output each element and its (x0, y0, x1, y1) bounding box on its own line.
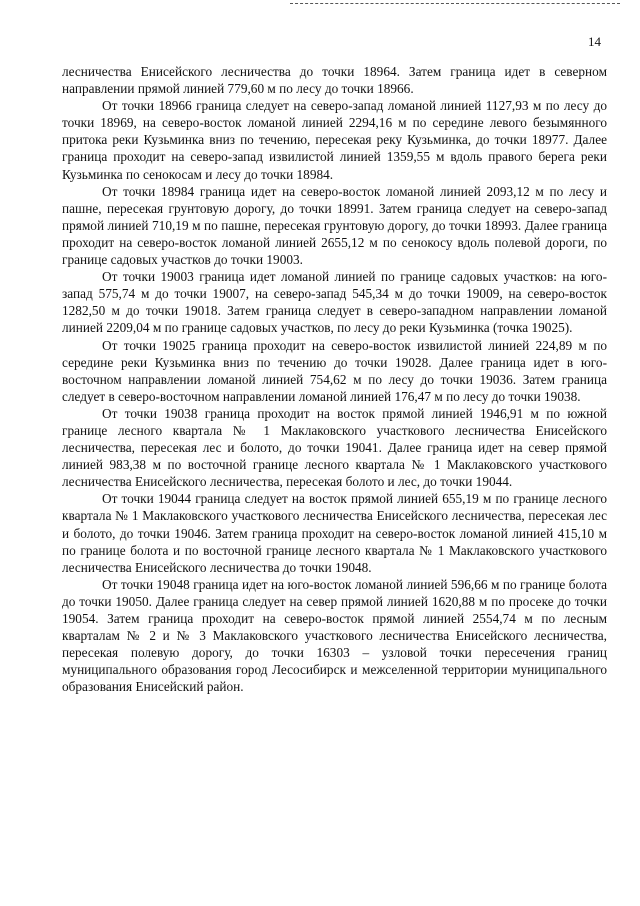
document-body (62, 63, 607, 695)
paragraph-point-19003: От точки 19003 граница идет ломаной линией по границе садовых участков: на юго-запад 575,74 м до точки 19007, на северо-запад 545,34 м до точки 19009, на северо-восток 1282,50 м до точки 19018. Затем граница следует в северо-западном направлении ломаной линией 2209,04 м по границе садовых участков, по лесу до реки Кузьминка (точка 19025). (62, 269, 607, 336)
paragraph-point-18966: От точки 18966 граница следует на северо-запад ломаной линией 1127,93 м по лесу до точки 18969, на северо-восток ломаной линией 2294,16 м по середине левого безымянного притока реки Кузьминка вниз по течению, пересекая реку Кузьминка, до точки 18977. Далее граница проходит на северо-запад извилистой линией 1359,55 м вдоль правого берега реки Кузьминка по сенокосам и лесу до точки 18984. (62, 98, 607, 182)
paragraph-point-19025: От точки 19025 граница проходит на северо-восток извилистой линией 224,89 м по середине реки Кузьминка вниз по течению до точки 19028. Далее граница идет в юго-восточном направлении ломаной линией 754,62 м по лесу до точки 19036. Затем граница следует в северо-восточном направлении ломаной линией 176,47 м по лесу до точки 19038. (62, 337, 607, 404)
paragraph-continuation: лесничества Енисейского лесничества до точки 18964. Затем граница идет в северном направлении прямой линией 779,60 м по лесу до точки 18966. (62, 64, 607, 97)
paragraph-point-19038: От точки 19038 граница проходит на восток прямой линией 1946,91 м по южной границе лесного квартала № 1 Маклаковского участкового лесничества Енисейского лесничества, пересекая лес и болото, до точки 19041. Далее граница идет на север прямой линией 983,38 м по восточной границе лесного квартала № 1 Маклаковского участкового лесничества Енисейского лесничества, пересекая болото и лес, до точки 19044. (62, 405, 607, 490)
header-rule (290, 3, 620, 4)
paragraph-point-19044: От точки 19044 граница следует на восток прямой линией 655,19 м по границе лесного квартала № 1 Маклаковского участкового лесничества Енисейского лесничества, пересекая лес и болото, до точки 19046. Затем граница проходит на северо-восток ломаной линией 415,10 м по границе болота и по восточной границе лесного квартала № 1 Маклаковского участкового лесничества Енисейского лесничества до точки 19048. (62, 491, 607, 575)
page-number: 14 (588, 34, 601, 49)
paragraph-point-18984: От точки 18984 граница идет на северо-восток ломаной линией 2093,12 м по лесу и пашне, пересекая грунтовую дорогу, до точки 18991. Затем граница следует на северо-запад прямой линией 710,19 м по пашне, пересекая грунтовую дорогу, до точки 18993. Далее граница проходит на северо-восток ломаной линией 2655,12 м по сенокосу вдоль полевой дороги, по границе садовых участков до точки 19003. (62, 183, 607, 268)
paragraph-point-19048: От точки 19048 граница идет на юго-восток ломаной линией 596,66 м по границе болота до точки 19050. Далее граница следует на север прямой линией 1620,88 м по просеке до точки 19054. Затем граница проходит на северо-восток прямой линией 2554,74 м по лесным кварталам № 2 и № 3 Маклаковского участкового лесничества Енисейского лесничества, пересекая полевую дорогу, до точки 16303 – узловой точки пересечения границ муниципального образования город Лесосибирск и межселенной территории муниципального образования Енисейский район. (62, 576, 607, 695)
